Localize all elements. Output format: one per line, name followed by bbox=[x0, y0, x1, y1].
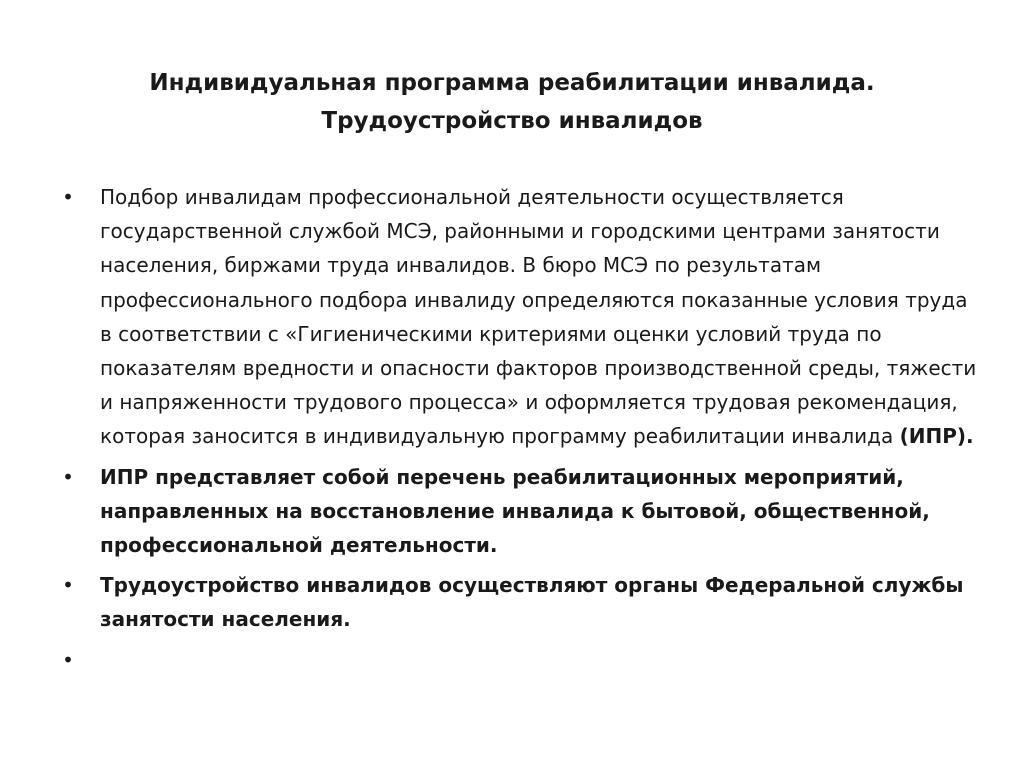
bullet-dot: • bbox=[62, 464, 74, 489]
title-line-1: Индивидуальная программа реабилитации инвалида. bbox=[149, 70, 875, 96]
bullet-text-abbreviation: (ИПР). bbox=[899, 424, 974, 449]
bullet-item-selection bbox=[58, 180, 978, 454]
bullet-text bbox=[100, 643, 978, 677]
bullet-item-ipr bbox=[58, 460, 978, 563]
title-line-2: Трудоустройство инвалидов bbox=[321, 108, 703, 134]
bullet-item-employment bbox=[58, 568, 978, 636]
bullet-item-empty bbox=[58, 643, 978, 677]
bullet-text: Трудоустройство инвалидов осуществляют органы Федеральной службы занятости населения. bbox=[100, 573, 964, 632]
bullet-list bbox=[58, 180, 978, 683]
bullet-dot: • bbox=[62, 647, 74, 672]
bullet-dot: • bbox=[62, 185, 74, 209]
bullet-text: ИПР представляет собой перечень реабилитационных мероприятий, направленных на восстановление инвалида к бытовой, общественной, профессиональной деятельности. bbox=[100, 464, 930, 558]
bullet-text-body: Подбор инвалидам профессиональной деятельности осуществляется государственной службой МСЭ, районными и городскими центрами занятости населения, биржами труда инвалидов. В бюро МСЭ по результатам профессионального подбора инвалиду определяются показанные условия труда в соответствии с «Гигиеническими критериями оценки условий труда по показателям вредности и опасности факторов производственной среды, тяжести и напряженности трудового процесса» и оформляется трудовая рекомендация, которая заносится в индивидуальную программу реабилитации инвалида bbox=[100, 185, 977, 449]
slide-title bbox=[60, 64, 964, 140]
bullet-dot: • bbox=[62, 573, 74, 598]
bullet-text bbox=[100, 180, 978, 454]
